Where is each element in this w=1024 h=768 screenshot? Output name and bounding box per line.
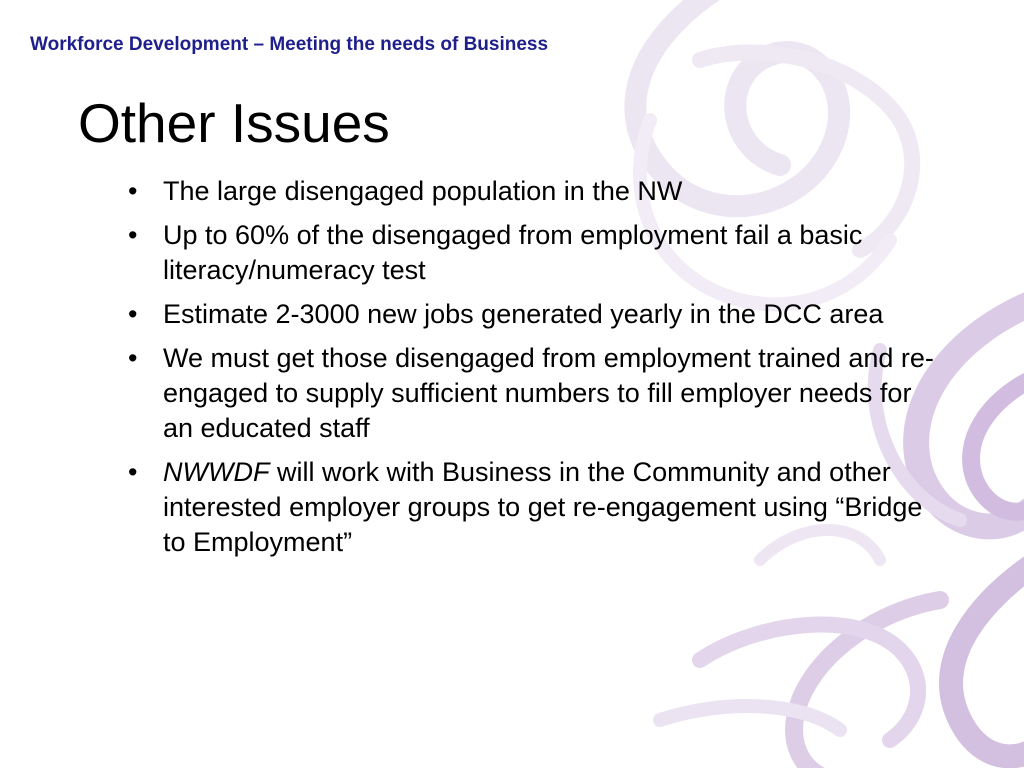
bullet-text: The large disengaged population in the NW [163, 176, 683, 206]
bullet-text: We must get those disengaged from employment trained and re-engaged to supply sufficient numbers to fill employer needs for an educated staff [163, 343, 934, 443]
bullet-item-literacy-test [128, 218, 938, 288]
bullet-text: Estimate 2-3000 new jobs generated yearly in the DCC area [163, 299, 884, 329]
bullet-text: will work with Business in the Community and other interested employer groups to get re-engagement using “Bridge to Employment” [163, 457, 923, 557]
bullet-item-training-reengagement [128, 341, 938, 446]
bullet-item-disengaged-population [128, 174, 938, 209]
bullet-item-jobs-estimate [128, 297, 938, 332]
bullet-emphasis-text: NWWDF [163, 457, 270, 487]
slide-title: Other Issues [78, 92, 390, 154]
bullet-item-nwwdf-bridge [128, 455, 938, 560]
bullet-text: Up to 60% of the disengaged from employment fail a basic literacy/numeracy test [163, 220, 863, 285]
presentation-header-title: Workforce Development – Meeting the needs of Business [30, 34, 549, 55]
bullet-list [128, 174, 938, 569]
